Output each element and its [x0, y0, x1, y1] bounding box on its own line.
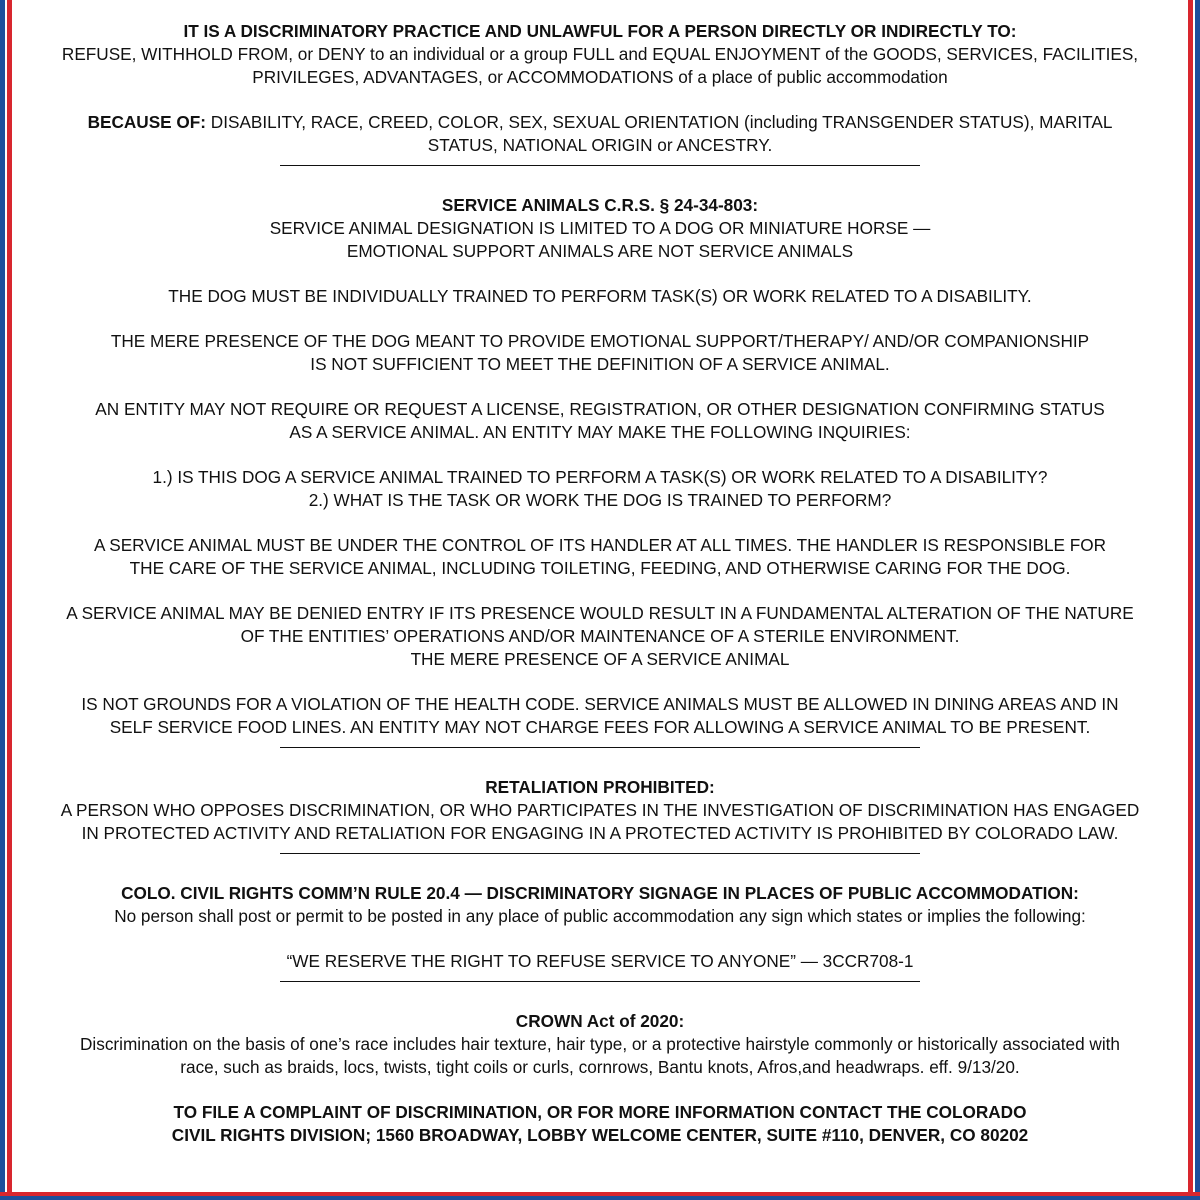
denied-line-1: A SERVICE ANIMAL MAY BE DENIED ENTRY IF ITS PRESENCE WOULD RESULT IN A FUNDAMENTAL ALTERATION OF THE NATURE: [66, 603, 1134, 623]
intro-section: [14, 20, 1186, 89]
health-code-line-2: SELF SERVICE FOOD LINES. AN ENTITY MAY NOT CHARGE FEES FOR ALLOWING A SERVICE ANIMAL TO BE PRESENT.: [109, 717, 1091, 737]
because-section: [14, 111, 1186, 157]
retaliation-heading: RETALIATION PROHIBITED:: [485, 777, 715, 797]
contact-line-2: CIVIL RIGHTS DIVISION; 1560 BROADWAY, LOBBY WELCOME CENTER, SUITE #110, DENVER, CO 80202: [171, 1125, 1029, 1145]
intro-heading: IT IS A DISCRIMINATORY PRACTICE AND UNLAWFUL FOR A PERSON DIRECTLY OR INDIRECTLY TO:: [183, 21, 1017, 41]
signage-quote: “WE RESERVE THE RIGHT TO REFUSE SERVICE TO ANYONE” — 3CCR708-1: [286, 951, 914, 971]
retaliation-section: [14, 776, 1186, 845]
retaliation-line-2: IN PROTECTED ACTIVITY AND RETALIATION FOR ENGAGING IN A PROTECTED ACTIVITY IS PROHIBITED BY COLORADO LAW.: [81, 823, 1119, 843]
signage-line-1: No person shall post or permit to be posted in any place of public accommodation any sign which states or implies the following:: [114, 906, 1086, 926]
service-animals-section: [14, 194, 1186, 739]
because-text: DISABILITY, RACE, CREED, COLOR, SEX, SEXUAL ORIENTATION (including TRANSGENDER STATUS), MARITAL: [206, 112, 1113, 132]
control-line-2: THE CARE OF THE SERVICE ANIMAL, INCLUDING TOILETING, FEEDING, AND OTHERWISE CARING FOR THE DOG.: [129, 558, 1071, 578]
denied-line-2: OF THE ENTITIES’ OPERATIONS AND/OR MAINTENANCE OF A STERILE ENVIRONMENT.: [240, 626, 960, 646]
crown-act-line-1: Discrimination on the basis of one’s race includes hair texture, hair type, or a protective hairstyle commonly or historically associated with: [80, 1034, 1120, 1054]
right-border: [1188, 0, 1200, 1200]
signage-section: [14, 882, 1186, 973]
inquiry-2: 2.) WHAT IS THE TASK OR WORK THE DOG IS TRAINED TO PERFORM?: [308, 490, 892, 510]
designation-line-2: EMOTIONAL SUPPORT ANIMALS ARE NOT SERVICE ANIMALS: [346, 241, 854, 261]
intro-line-1: REFUSE, WITHHOLD FROM, or DENY to an individual or a group FULL and EQUAL ENJOYMENT of the GOODS, SERVICES, FACILITIES,: [61, 44, 1139, 64]
designation-line-1: SERVICE ANIMAL DESIGNATION IS LIMITED TO A DOG OR MINIATURE HORSE —: [269, 218, 931, 238]
service-animals-heading: SERVICE ANIMALS C.R.S. § 24-34-803:: [441, 195, 759, 215]
contact-line-1: TO FILE A COMPLAINT OF DISCRIMINATION, OR FOR MORE INFORMATION CONTACT THE COLORADO: [173, 1102, 1027, 1122]
notice-content: [14, 20, 1186, 1147]
bottom-border: [0, 1192, 1200, 1200]
mere-presence-line-2: IS NOT SUFFICIENT TO MEET THE DEFINITION OF A SERVICE ANIMAL.: [310, 354, 890, 374]
left-border: [0, 0, 12, 1200]
because-line-2: STATUS, NATIONAL ORIGIN or ANCESTRY.: [427, 135, 773, 155]
signage-heading: COLO. CIVIL RIGHTS COMM’N RULE 20.4 — DISCRIMINATORY SIGNAGE IN PLACES OF PUBLIC ACCOMMODATION:: [121, 883, 1079, 903]
crown-act-line-2: race, such as braids, locs, twists, tight coils or curls, cornrows, Bantu knots, Afros,and headwraps. eff. 9/13/20.: [180, 1057, 1020, 1077]
contact-section: [14, 1101, 1186, 1147]
crown-act-section: [14, 1010, 1186, 1079]
because-label: BECAUSE OF:: [87, 112, 207, 132]
mere-presence-line-1: THE MERE PRESENCE OF THE DOG MEANT TO PROVIDE EMOTIONAL SUPPORT/THERAPY/ AND/OR COMPANIONSHIP: [110, 331, 1090, 351]
crown-act-heading: CROWN Act of 2020:: [515, 1011, 685, 1031]
license-line-2: AS A SERVICE ANIMAL. AN ENTITY MAY MAKE THE FOLLOWING INQUIRIES:: [289, 422, 911, 442]
license-line-1: AN ENTITY MAY NOT REQUIRE OR REQUEST A LICENSE, REGISTRATION, OR OTHER DESIGNATION CONFIRMING STATUS: [95, 399, 1105, 419]
intro-line-2: PRIVILEGES, ADVANTAGES, or ACCOMMODATIONS of a place of public accommodation: [252, 67, 948, 87]
trained-line: THE DOG MUST BE INDIVIDUALLY TRAINED TO PERFORM TASK(S) OR WORK RELATED TO A DISABILITY.: [168, 286, 1032, 306]
retaliation-line-1: A PERSON WHO OPPOSES DISCRIMINATION, OR WHO PARTICIPATES IN THE INVESTIGATION OF DISCRIMINATION HAS ENGAGED: [60, 800, 1140, 820]
because-line-1: [14, 111, 1186, 134]
inquiry-1: 1.) IS THIS DOG A SERVICE ANIMAL TRAINED TO PERFORM A TASK(S) OR WORK RELATED TO A DISABILITY?: [152, 467, 1048, 487]
health-code-line-1: IS NOT GROUNDS FOR A VIOLATION OF THE HEALTH CODE. SERVICE ANIMALS MUST BE ALLOWED IN DINING AREAS AND IN: [81, 694, 1119, 714]
control-line-1: A SERVICE ANIMAL MUST BE UNDER THE CONTROL OF ITS HANDLER AT ALL TIMES. THE HANDLER IS RESPONSIBLE FOR: [93, 535, 1107, 555]
denied-line-3: THE MERE PRESENCE OF A SERVICE ANIMAL: [410, 649, 790, 669]
